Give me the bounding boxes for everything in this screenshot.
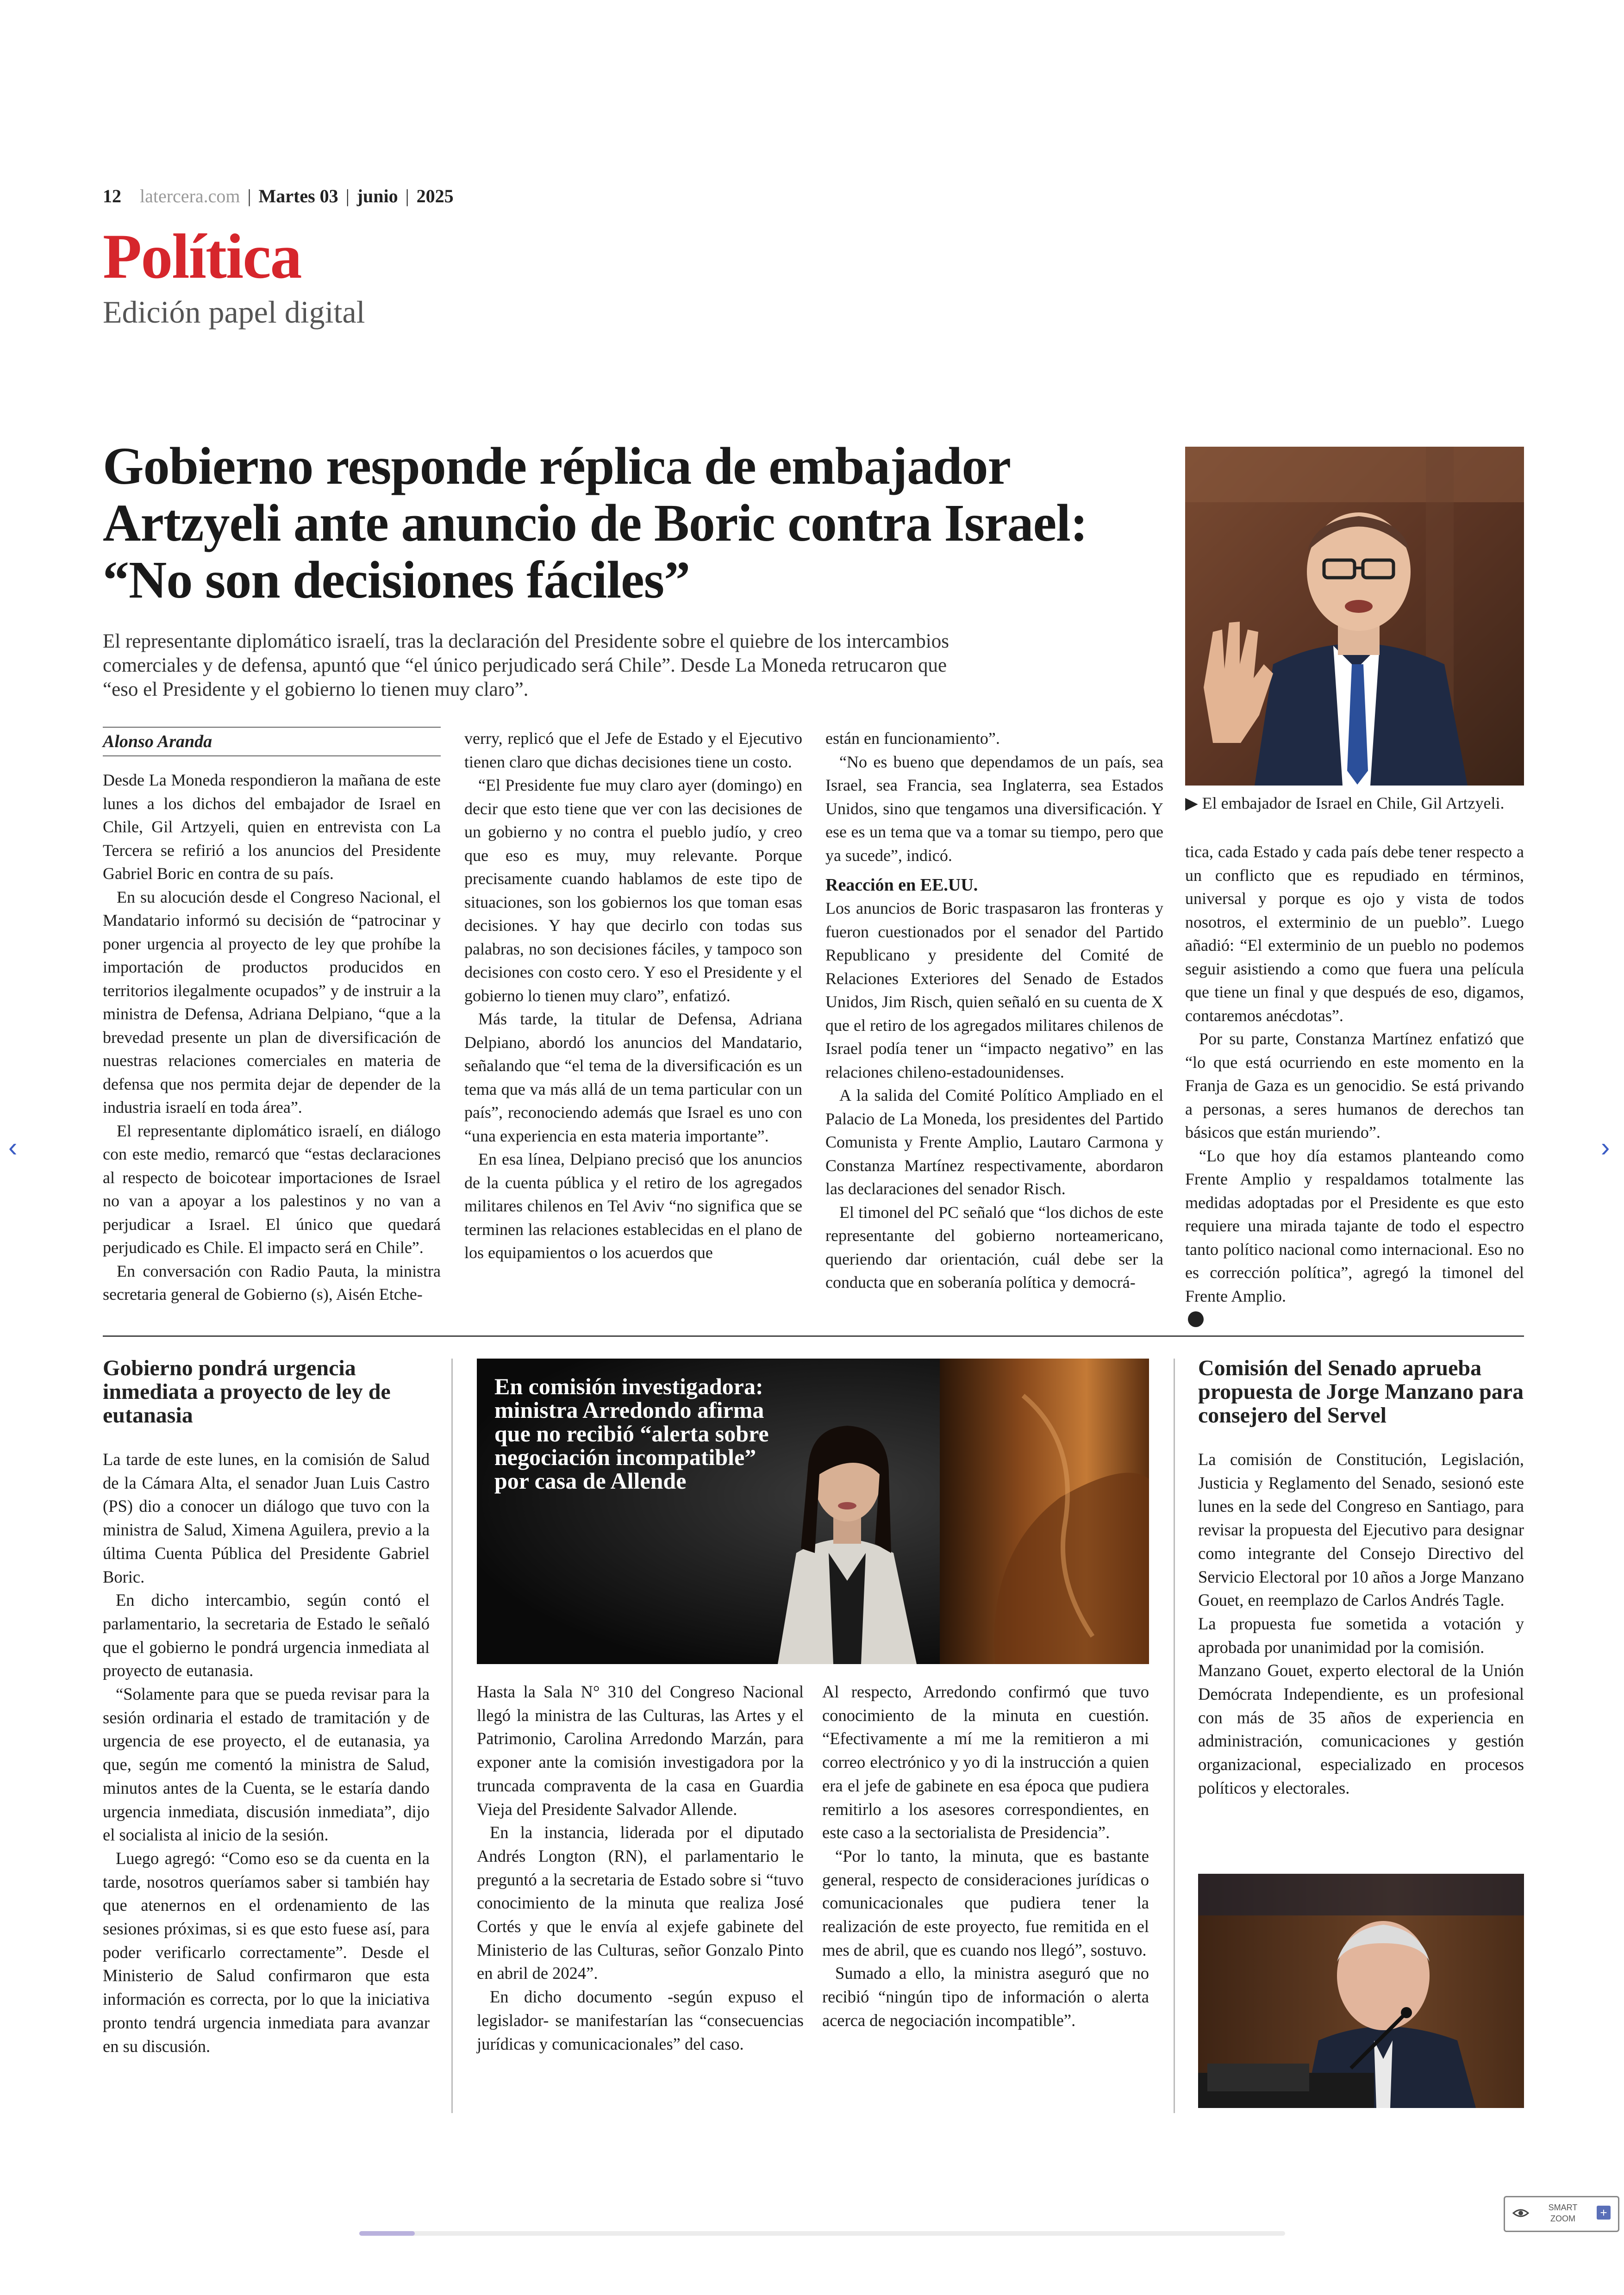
- separator: |: [405, 186, 409, 206]
- chevron-right-icon: ›: [1601, 1132, 1610, 1162]
- main-lead: El representante diplomático israelí, tras la declaración del Presidente sobre el quiebre de los intercambios comerciales y de defensa, apuntó que “el único perjudicado será Chile”. Desde La Moneda retrucaron que “eso el Presidente y el gobierno lo tienen muy claro”.: [103, 630, 949, 700]
- paragraph: Desde La Moneda respondieron la mañana de este lunes a los dichos del embajador de Israel en Chile, Gil Artzyeli, quien en entrevista con La Tercera se refirió a los anuncios del Presidente Gabriel Boric en contra de su país.: [103, 771, 441, 883]
- paragraph: verry, replicó que el Jefe de Estado y el Ejecutivo tienen claro que dichas decisiones tiene un costo.: [464, 729, 802, 771]
- paragraph: Más tarde, la titular de Defensa, Adriana Delpiano, abordó los anuncios del Mandatario, señalando que “el tema de la diversificación es un tema que va más allá de un tema particular con un país”, reconociendo además que Israel es uno con “una experiencia en esta materia importante”.: [464, 1010, 802, 1145]
- main-column-4: [1185, 840, 1524, 1331]
- paragraph: “Solamente para que se pueda revisar para la sesión ordinaria el estado de tramitación y de urgencia de ese proyecto, el de eutanasia, ya que, según me comentó la ministra de Salud, minutos antes de la Cuenta, se le estaría dando urgencia inmediata, discusión inmediata”, dijo el socialista al inicio de la sesión.: [103, 1684, 430, 1845]
- end-of-article-bullet: [1188, 1311, 1204, 1327]
- paragraph: La propuesta fue sometida a votación y aprobada por unanimidad por la comisión.: [1198, 1614, 1524, 1657]
- byline-rule: [103, 755, 441, 756]
- manzano-illustration: [1198, 1874, 1524, 2108]
- servel-headline: Comisión del Senado aprueba propuesta de Jorge Manzano para consejero del Servel: [1198, 1356, 1524, 1428]
- paragraph: “Lo que hoy día estamos planteando como Frente Amplio y respaldamos totalmente las medidas adoptadas por el Presidente es que esto requiere una mirada tajante de todo el espectro tanto político nacional como internacional. Eso no es corrección política”, agregó la timonel del Frente Amplio.: [1185, 1146, 1524, 1305]
- euthanasia-body: [103, 1448, 430, 2058]
- paragraph: En la instancia, liderada por el diputado Andrés Longton (RN), el parlamentario le preguntó a la secretaria de Estado sobre si “tuvo conocimiento de la minuta que realiza José Cortés y que le envía al exjefe gabinete del Ministerio de las Culturas, señor Gonzalo Pinto en abril de 2024”.: [477, 1823, 804, 1983]
- servel-body: [1198, 1448, 1524, 1800]
- page-progress-fill: [359, 2231, 415, 2236]
- byline-rule: [103, 727, 441, 728]
- eye-icon: [1512, 2208, 1529, 2219]
- euthanasia-headline: Gobierno pondrá urgencia inmediata a proyecto de ley de eutanasia: [103, 1356, 391, 1428]
- masthead: [103, 185, 454, 207]
- paragraph: Los anuncios de Boric traspasaron las fronteras y fueron cuestionados por el senador del Partido Republicano y presidente del Comité de Relaciones Exteriores del Senado de Estados Unidos, Jim Risch, quien señaló en su cuenta de X que el retiro de los agregados militares chilenos de Israel podía tener un “impacto negativo” en las relaciones chileno-estadounidenses.: [825, 899, 1163, 1081]
- ambassador-photo: [1185, 447, 1524, 786]
- page-number: 12: [103, 186, 121, 206]
- smart-zoom-label-line-1: SMART: [1548, 2203, 1578, 2212]
- paragraph: “No es bueno que dependamos de un país, sea Israel, sea Francia, sea Inglaterra, sea Estados Unidos, sino que tengamos una diversificación. Y ese es un tema que va a tomar su tiempo, pero que ya sucede”, indicó.: [825, 752, 1163, 865]
- smart-zoom-badge: +: [1597, 2206, 1611, 2220]
- arredondo-column-1: [477, 1680, 804, 2056]
- paragraph: Por su parte, Constanza Martínez enfatizó que “lo que está ocurriendo en este momento en la Franja de Gaza es un genocidio. Se está privando a personas, a seres humanos de derechos tan básicos que están muriendo”.: [1185, 1029, 1524, 1141]
- manzano-photo: [1198, 1874, 1524, 2108]
- site-name: latercera.com: [140, 186, 240, 206]
- page-progress-track[interactable]: [359, 2231, 1285, 2236]
- smart-zoom-button[interactable]: [1504, 2196, 1619, 2232]
- subheading: Reacción en EE.UU.: [825, 875, 978, 895]
- paragraph: La tarde de este lunes, en la comisión de Salud de la Cámara Alta, el senador Juan Luis Castro (PS) dio a conocer un diálogo que tuvo con la ministra de Salud, Ximena Aguilera, previo a la última Cuenta Pública del Presidente Gabriel Boric.: [103, 1450, 430, 1586]
- paragraph: Al respecto, Arredondo confirmó que tuvo conocimiento de la minuta en cuestión. “Efectivamente a mí me la remitieron a mi correo electrónico y yo di la instrucción a quien era el jefe de gabinete en esa época que pudiera remitirlo a los asesores correspondientes, en este caso a la sectorialista de Presidencia”.: [822, 1682, 1149, 1842]
- main-headline: Gobierno responde réplica de embajador Artzyeli ante anuncio de Boric contra Israel: “No son decisiones fáciles”: [103, 437, 1087, 609]
- main-column-3: [825, 727, 1163, 1294]
- column-divider: [1174, 1359, 1175, 2113]
- masthead-year: 2025: [416, 186, 454, 206]
- prev-page-button[interactable]: [8, 1134, 17, 1161]
- paragraph: están en funcionamiento”.: [825, 729, 1000, 748]
- paragraph: “El Presidente fue muy claro ayer (domingo) en decir que esto tiene que ver con las decisiones de un gobierno y no contra el pueblo judío, y creo que eso es muy, muy relevante. Porque precisamente cuando hablamos de este tipo de situaciones, son los gobiernos los que toman esas decisiones. Y hay que decirlo con todas sus palabras, no son decisiones fáciles, y tampoco son decisiones con costo cero. Y eso el Presidente y el gobierno lo tienen muy claro”, enfatizó.: [464, 776, 802, 1005]
- paragraph: Sumado a ello, la ministra aseguró que no recibió “ningún tipo de información o alerta acerca de negociación incompatible”.: [822, 1964, 1149, 2030]
- paragraph: Manzano Gouet, experto electoral de la Unión Demócrata Independiente, es un profesional con más de 35 años de experiencia en administración, comunicaciones y gestión organizacional, especializado en procesos políticos y electorales.: [1198, 1661, 1524, 1797]
- byline: Alonso Aranda: [103, 732, 212, 751]
- paragraph: En esa línea, Delpiano precisó que los anuncios de la cuenta pública y el retiro de los agregados militares chilenos en Tel Aviv “no significa que se terminen las relaciones establecidas en el plano de los equipamientos o los acuerdos que: [464, 1150, 802, 1262]
- paragraph: El representante diplomático israelí, en diálogo con este medio, remarcó que “estas declaraciones al respecto de boicotear importaciones de Israel no van a apoyar a los palestinos y no van a perjudicar a Israel. El único que quedará perjudicado es Chile. El impacto será en Chile”.: [103, 1121, 441, 1257]
- section-title: Política: [103, 221, 301, 292]
- main-column-1: [103, 768, 441, 1306]
- paragraph: En dicho documento -según expuso el legislador- se manifestarían las “consecuencias jurídicas y comunicacionales” del caso.: [477, 1987, 804, 2053]
- arredondo-column-2: [822, 1680, 1149, 2033]
- paragraph: Luego agregó: “Como eso se da cuenta en la tarde, nosotros queríamos saber si también hay que atenernos en el ordenamiento de las sesiones próximas, si es que esto fuese así, para poder verificarlo correctamente”. Desde el Ministerio de Salud confirmaron que esta información es correcta, por lo que la iniciativa pronto tendrá urgencia inmediata para avanzar en su discusión.: [103, 1848, 430, 2056]
- chevron-left-icon: ‹: [8, 1132, 18, 1162]
- ambassador-illustration: [1185, 447, 1524, 786]
- arredondo-headline: En comisión investigadora: ministra Arredondo afirma que no recibió “alerta sobre negociación incompatible” por casa de Allende: [494, 1373, 769, 1494]
- smart-zoom-label: [1537, 2202, 1588, 2224]
- paragraph: En conversación con Radio Pauta, la ministra secretaria general de Gobierno (s), Aisén Etche-: [103, 1261, 441, 1303]
- paragraph: Hasta la Sala N° 310 del Congreso Nacional llegó la ministra de las Culturas, las Artes y el Patrimonio, Carolina Arredondo Marzán, para exponer ante la comisión investigadora por la truncada compraventa de la casa en Guardia Vieja del Presidente Salvador Allende.: [477, 1682, 804, 1819]
- next-page-button[interactable]: [1601, 1134, 1610, 1161]
- paragraph: En dicho intercambio, según contó el parlamentario, la secretaria de Estado le señaló que el gobierno le pondrá urgencia inmediata al proyecto de eutanasia.: [103, 1590, 430, 1680]
- section-divider: [103, 1335, 1524, 1337]
- paragraph: El timonel del PC señaló que “los dichos de este representante del gobierno norteamericano, queriendo dar orientación, cuál debe ser la conducta que en soberanía política y democrá-: [825, 1203, 1163, 1291]
- paragraph: “Por lo tanto, la minuta, que es bastante general, respecto de consideraciones jurídicas o comunicacionales que pudiera tener la realización de este proyecto, fue remitida en el mes de abril, que es cuando nos llegó”, sostuvo.: [822, 1846, 1149, 1959]
- ambassador-photo-caption: ▶ El embajador de Israel en Chile, Gil Artzyeli.: [1185, 794, 1505, 812]
- main-column-2: [464, 727, 802, 1265]
- separator: |: [345, 186, 350, 206]
- section-subtitle: Edición papel digital: [103, 294, 365, 330]
- paragraph: En su alocución desde el Congreso Nacional, el Mandatario informó su decisión de “patrocinar y poner urgencia al proyecto de ley que prohíbe la importación de productos producidos en territorios ilegalmente ocupados” y de instruir a la ministra de Defensa, Adriana Delpiano, “que a la brevedad presente un plan de diversificación de nuestras relaciones comerciales en materia de defensa que nos permita dejar de depender de la industria israelí en toda área”.: [103, 887, 441, 1116]
- paragraph: A la salida del Comité Político Ampliado en el Palacio de La Moneda, los presidentes del Partido Comunista y Frente Amplio, Lautaro Carmona y Constanza Martínez respectivamente, abordaron las declaraciones del senador Risch.: [825, 1086, 1163, 1198]
- separator: |: [247, 186, 251, 206]
- masthead-month: junio: [356, 186, 398, 206]
- paragraph: tica, cada Estado y cada país debe tener respecto a un conflicto que es repudiado en términos, universal y porque es ojo y vista de todos nosotros, el exterminio de un pueblo”. Luego añadió: “El exterminio de un pueblo no podemos seguir asistiendo a como que fuera una película que tiene un final y que después de eso, digamos, contaremos anécdotas”.: [1185, 842, 1524, 1025]
- column-divider: [451, 1359, 453, 2113]
- smart-zoom-label-line-2: ZOOM: [1550, 2214, 1575, 2223]
- masthead-date: Martes 03: [258, 186, 338, 206]
- paragraph: La comisión de Constitución, Legislación, Justicia y Reglamento del Senado, sesionó este lunes en la sede del Congreso en Santiago, para revisar la propuesta del Ejecutivo para designar como integrante del Consejo Directivo del Servicio Electoral por 10 años a Jorge Manzano Gouet, en reemplazo de Carlos Andrés Tagle.: [1198, 1450, 1524, 1610]
